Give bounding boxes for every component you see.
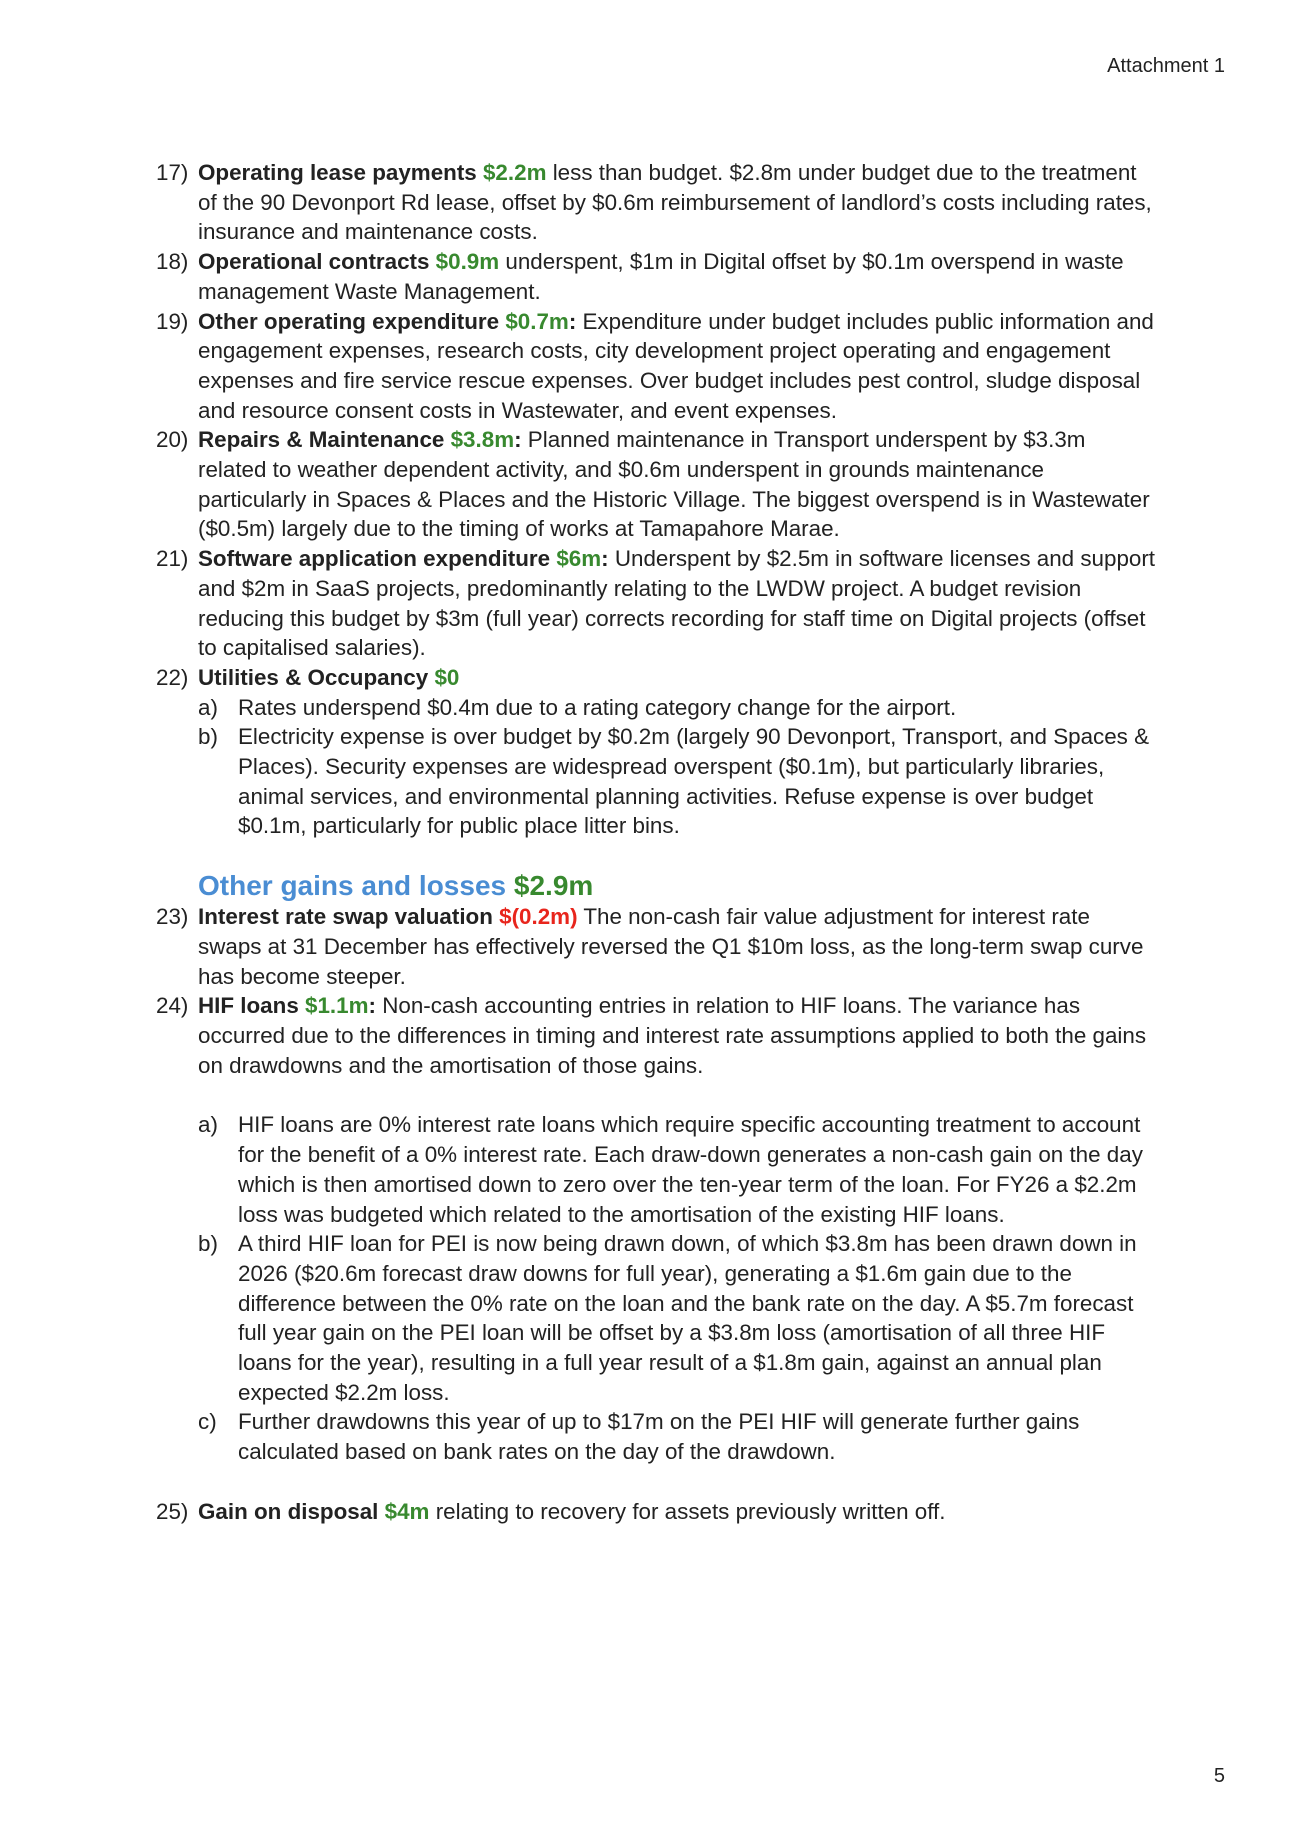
item-body — [198, 158, 1156, 247]
item-number: 24) — [156, 993, 189, 1019]
item-text: Expenditure under budget includes public information and engagement expenses, research costs, city development project operating and engagement expenses and fire service rescue expenses. Over budget includes pest control, sludge disposal and resource consent costs in Wastewater, and event expenses. — [198, 308, 1154, 423]
sub-item-24c — [198, 1407, 1156, 1466]
sub-item-letter: c) — [198, 1409, 217, 1435]
sub-item-text: Further drawdowns this year of up to $17m on the PEI HIF will generate further gains calculated based on bank rates on the day of the drawdown. — [238, 1409, 1080, 1465]
sub-item-letter: b) — [198, 1231, 218, 1257]
item-number: 22) — [156, 664, 189, 690]
item-amount: $4m — [384, 1498, 430, 1524]
item-colon: : — [514, 427, 522, 453]
item-body — [198, 544, 1156, 663]
section-amount: $2.9m — [513, 870, 594, 902]
item-amount: $0.7m — [505, 308, 569, 334]
item-number: 21) — [156, 546, 189, 572]
sub-item-letter: a) — [198, 1112, 218, 1138]
item-number: 23) — [156, 904, 189, 930]
page-number: 5 — [1213, 1765, 1225, 1787]
sub-item-letter: a) — [198, 694, 218, 720]
item-title: Operating lease payments — [198, 160, 477, 185]
section-title: Other gains and losses — [198, 870, 507, 902]
item-number: 25) — [156, 1498, 189, 1524]
item-body — [198, 663, 1156, 693]
item-body — [198, 425, 1156, 544]
document-body — [156, 158, 1156, 1527]
sub-item-24b — [198, 1229, 1156, 1407]
item-text: Non-cash accounting entries in relation to HIF loans. The variance has occurred due to the differences in timing and interest rate assumptions applied to both the gains on drawdowns and the amortisation of those gains. — [198, 993, 1147, 1078]
item-title: Other operating expenditure — [198, 308, 500, 334]
list-item-21 — [156, 544, 1156, 663]
list-item-17 — [156, 158, 1156, 247]
item-number: 17) — [156, 160, 189, 185]
sub-item-text: Rates underspend $0.4m due to a rating category change for the airport. — [238, 694, 957, 720]
item-colon: : — [368, 993, 376, 1019]
sub-item-22b — [198, 722, 1156, 841]
item-amount: $1.1m — [305, 993, 369, 1019]
item-body — [198, 1497, 1156, 1527]
sub-item-24a — [198, 1110, 1156, 1229]
item-amount: $6m — [556, 546, 602, 572]
item-text: Underspent by $2.5m in software licenses and support and $2m in SaaS projects, predominantly relating to the LWDW project. A budget revision reducing this budget by $3m (full year) corrects recording for staff time on Digital projects (offset to capitalised salaries). — [198, 546, 1156, 661]
item-amount: $0 — [434, 664, 460, 690]
item-title: Operational contracts — [198, 249, 430, 275]
item-colon: : — [601, 546, 609, 572]
item-body — [198, 307, 1156, 426]
item-text: underspent, $1m in Digital offset by $0.1m overspend in waste management Waste Management. — [198, 249, 1124, 304]
item-number: 20) — [156, 427, 189, 453]
item-title: HIF loans — [198, 993, 299, 1019]
item-body — [198, 902, 1156, 991]
item-title: Repairs & Maintenance — [198, 427, 445, 453]
sub-item-22a — [198, 693, 1156, 723]
item-text: less than budget. $2.8m under budget due to the treatment of the 90 Devonport Rd lease, offset by $0.6m reimbursement of landlord’s costs including rates, insurance and maintenance costs. — [198, 160, 1152, 245]
list-item-18 — [156, 247, 1156, 306]
list-item-20 — [156, 425, 1156, 544]
page-header: Attachment 1 — [1107, 55, 1225, 77]
item-amount: $(0.2m) — [499, 904, 578, 930]
list-item-23 — [156, 902, 1156, 991]
item-title: Gain on disposal — [198, 1498, 379, 1524]
item-amount: $3.8m — [450, 427, 515, 453]
item-body — [198, 991, 1156, 1080]
item-text: The non-cash fair value adjustment for interest rate swaps at 31 December has effectively reversed the Q1 $10m loss, as the long-term swap curve has become steeper. — [198, 904, 1144, 989]
item-number: 19) — [156, 308, 189, 334]
list-item-22 — [156, 663, 1156, 693]
item-amount: $2.2m — [482, 160, 547, 185]
sub-item-text: HIF loans are 0% interest rate loans which require specific accounting treatment to account for the benefit of a 0% interest rate. Each draw-down generates a non-cash gain on the day which is then amortised down to zero over the ten-year term of the loan. For FY26 a $2.2m loss was budgeted which related to the amortisation of the existing HIF loans. — [238, 1112, 1143, 1227]
item-text: Planned maintenance in Transport underspent by $3.3m related to weather dependent activity, and $0.6m underspent in grounds maintenance particularly in Spaces & Places and the Historic Village. The biggest overspend is in Wastewater ($0.5m) largely due to the timing of works at Tamapahore Marae. — [198, 427, 1150, 542]
sub-item-text: A third HIF loan for PEI is now being drawn down, of which $3.8m has been drawn down in 2026 ($20.6m forecast draw downs for full year), generating a $1.6m gain due to the difference between the 0% rate on the loan and the bank rate on the day. A $5.7m forecast full year gain on the PEI loan will be offset by a $3.8m loss (amortisation of all three HIF loans for the year), resulting in a full year result of a $1.8m gain, against an annual plan expected $2.2m loss. — [238, 1231, 1137, 1405]
list-item-19 — [156, 307, 1156, 426]
item-title: Software application expenditure — [198, 546, 551, 572]
list-item-24 — [156, 991, 1156, 1080]
item-text: relating to recovery for assets previously written off. — [429, 1498, 946, 1524]
item-title: Interest rate swap valuation — [198, 904, 493, 930]
spacer — [156, 1080, 1156, 1110]
item-title: Utilities & Occupancy — [198, 664, 429, 690]
item-amount: $0.9m — [435, 249, 500, 275]
item-number: 18) — [156, 249, 189, 275]
section-heading — [198, 870, 1156, 902]
item-body — [198, 247, 1156, 306]
list-item-25 — [156, 1497, 1156, 1527]
sub-item-letter: b) — [198, 724, 218, 750]
sub-item-text: Electricity expense is over budget by $0.2m (largely 90 Devonport, Transport, and Spaces & Places). Security expenses are widespread overspent ($0.1m), but particularly libraries, animal services, and environmental planning activities. Refuse expense is over budget $0.1m, particularly for public place litter bins. — [238, 724, 1150, 839]
spacer — [156, 1467, 1156, 1497]
item-colon: : — [568, 308, 577, 334]
